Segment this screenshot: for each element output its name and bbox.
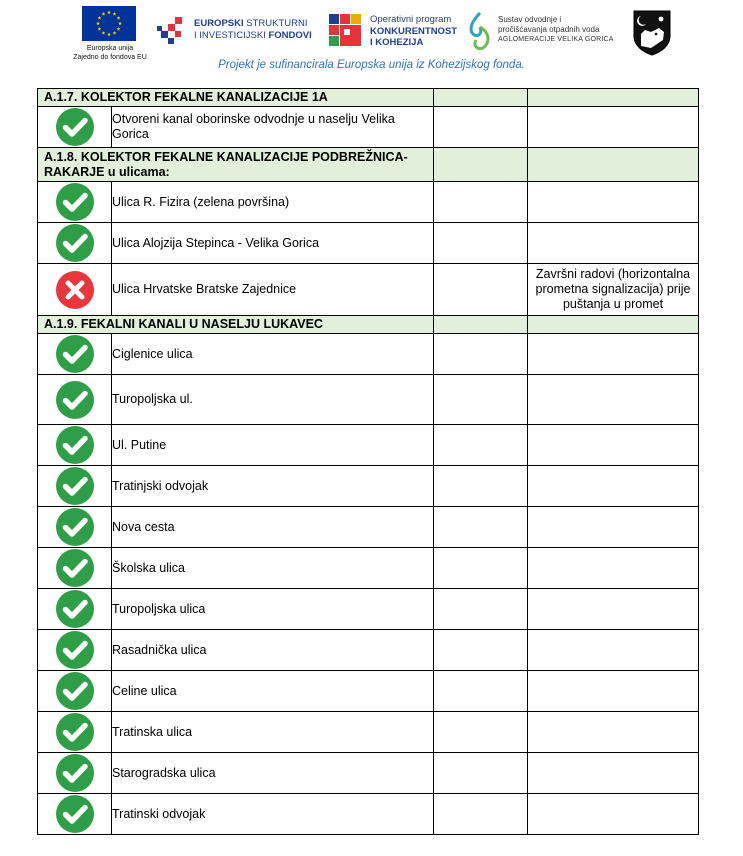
status-cell (38, 425, 112, 466)
note-cell (528, 794, 699, 835)
sustav-odvodnje-logo-text (498, 15, 618, 45)
status-cell (38, 589, 112, 630)
check-icon (55, 466, 95, 506)
note-cell (528, 107, 699, 148)
section-cell-4 (528, 316, 699, 334)
street-name: Ulica Hrvatske Bratske Zajednice (112, 264, 434, 316)
column-3-cell (434, 671, 528, 712)
column-3-cell (434, 375, 528, 425)
note-cell (528, 671, 699, 712)
eu-flag-logo (82, 6, 136, 41)
column-3-cell (434, 264, 528, 316)
street-name: Rasadnička ulica (112, 630, 434, 671)
note-cell (528, 753, 699, 794)
note-cell (528, 182, 699, 223)
check-icon (55, 548, 95, 588)
opkk-logo-mark (329, 14, 361, 46)
status-cell (38, 375, 112, 425)
check-icon (55, 334, 95, 374)
esi-line2-bold: FONDOVI (268, 29, 312, 41)
column-3-cell (434, 753, 528, 794)
check-icon (55, 630, 95, 670)
status-cell (38, 794, 112, 835)
table-row (38, 375, 699, 425)
status-cell (38, 671, 112, 712)
check-icon (55, 671, 95, 711)
note-cell (528, 223, 699, 264)
table-row (38, 630, 699, 671)
eu-caption-line2: Zajedno do fondova EU (73, 54, 147, 61)
section-cell-3 (434, 89, 528, 107)
check-icon (55, 425, 95, 465)
street-name: Ulica Alojzija Stepinca - Velika Gorica (112, 223, 434, 264)
opkk-line2: KONKURENTNOST (370, 25, 458, 37)
street-name: Tratinska ulica (112, 712, 434, 753)
table-row (38, 107, 699, 148)
column-3-cell (434, 589, 528, 630)
page-header (0, 0, 743, 82)
column-3-cell (434, 712, 528, 753)
table-row (38, 712, 699, 753)
works-table-body (38, 89, 699, 835)
column-3-cell (434, 466, 528, 507)
section-header-row (38, 89, 699, 107)
street-name: Otvoreni kanal oborinske odvodnje u naselju Velika Gorica (112, 107, 434, 148)
section-cell-4 (528, 148, 699, 182)
check-icon (55, 107, 95, 147)
sustav-odvodnje-logo-mark (467, 12, 493, 50)
status-cell (38, 264, 112, 316)
note-cell (528, 334, 699, 375)
table-row (38, 753, 699, 794)
esi-line2-rest: I INVESTICIJSKI (194, 29, 269, 41)
table-row (38, 589, 699, 630)
section-cell-3 (434, 148, 528, 182)
column-3-cell (434, 507, 528, 548)
note-cell (528, 425, 699, 466)
note-cell (528, 712, 699, 753)
esi-line1-bold: EUROPSKI (194, 18, 244, 29)
project-tagline: Projekt je sufinancirala Europska unija iz Kohezijskog fonda. (218, 59, 525, 71)
table-row (38, 334, 699, 375)
table-row (38, 794, 699, 835)
note-cell (528, 630, 699, 671)
note-cell (528, 589, 699, 630)
column-3-cell (434, 794, 528, 835)
street-name: Nova cesta (112, 507, 434, 548)
sustav-line1: Sustav odvodnje i (498, 15, 562, 24)
section-title: A.1.9. FEKALNI KANALI U NASELJU LUKAVEC (38, 316, 434, 334)
column-3-cell (434, 425, 528, 466)
status-cell (38, 334, 112, 375)
esi-funds-logo-mark (157, 17, 187, 45)
status-cell (38, 712, 112, 753)
check-icon (55, 794, 95, 834)
section-title: A.1.7. KOLEKTOR FEKALNE KANALIZACIJE 1A (38, 89, 434, 107)
street-name: Ul. Putine (112, 425, 434, 466)
status-cell (38, 223, 112, 264)
table-row (38, 223, 699, 264)
esi-funds-logo-text (194, 18, 314, 41)
coat-of-arms-icon (633, 10, 671, 56)
section-title: A.1.8. KOLEKTOR FEKALNE KANALIZACIJE PODBREŽNICA-RAKARJE u ulicama: (38, 148, 434, 182)
check-icon (55, 380, 95, 420)
check-icon (55, 182, 95, 222)
note-cell: Završni radovi (horizontalna prometna signalizacija) prije puštanja u promet (528, 264, 699, 316)
column-3-cell (434, 107, 528, 148)
status-cell (38, 548, 112, 589)
note-cell (528, 466, 699, 507)
street-name: Školska ulica (112, 548, 434, 589)
check-icon (55, 507, 95, 547)
section-cell-3 (434, 316, 528, 334)
note-cell (528, 548, 699, 589)
eu-caption-line1: Europska unija (86, 45, 134, 52)
status-cell (38, 507, 112, 548)
street-name: Turopoljska ul. (112, 375, 434, 425)
check-icon (55, 753, 95, 793)
status-cell (38, 182, 112, 223)
opkk-line3: I KOHEZIJA (370, 37, 424, 48)
column-3-cell (434, 182, 528, 223)
status-cell (38, 107, 112, 148)
street-name: Tratinjski odvojak (112, 466, 434, 507)
table-row (38, 548, 699, 589)
sustav-line2: pročišćavanja otpadnih voda (498, 25, 600, 34)
street-name: Ulica R. Fizira (zelena površina) (112, 182, 434, 223)
column-3-cell (434, 223, 528, 264)
table-row (38, 507, 699, 548)
note-cell (528, 375, 699, 425)
street-name: Celine ulica (112, 671, 434, 712)
column-3-cell (434, 630, 528, 671)
column-3-cell (434, 548, 528, 589)
check-icon (55, 589, 95, 629)
note-cell (528, 507, 699, 548)
check-icon (55, 223, 95, 263)
section-header-row (38, 316, 699, 334)
section-cell-4 (528, 89, 699, 107)
table-row (38, 264, 699, 316)
table-row (38, 425, 699, 466)
opkk-logo-text (370, 14, 480, 49)
check-icon (55, 712, 95, 752)
street-name: Ciglenice ulica (112, 334, 434, 375)
street-name: Tratinski odvojak (112, 794, 434, 835)
status-cell (38, 753, 112, 794)
column-3-cell (434, 334, 528, 375)
table-row (38, 466, 699, 507)
cross-icon (55, 270, 95, 310)
works-status-table (37, 88, 699, 835)
status-cell (38, 466, 112, 507)
street-name: Turopoljska ulica (112, 589, 434, 630)
opkk-line1: Operativni program (370, 14, 452, 25)
section-header-row (38, 148, 699, 182)
status-cell (38, 630, 112, 671)
table-row (38, 671, 699, 712)
esi-line1-rest: STRUKTURNI (243, 18, 308, 29)
sustav-line3: AGLOMERACIJE VELIKA GORICA (498, 36, 614, 43)
street-name: Starogradska ulica (112, 753, 434, 794)
table-row (38, 182, 699, 223)
